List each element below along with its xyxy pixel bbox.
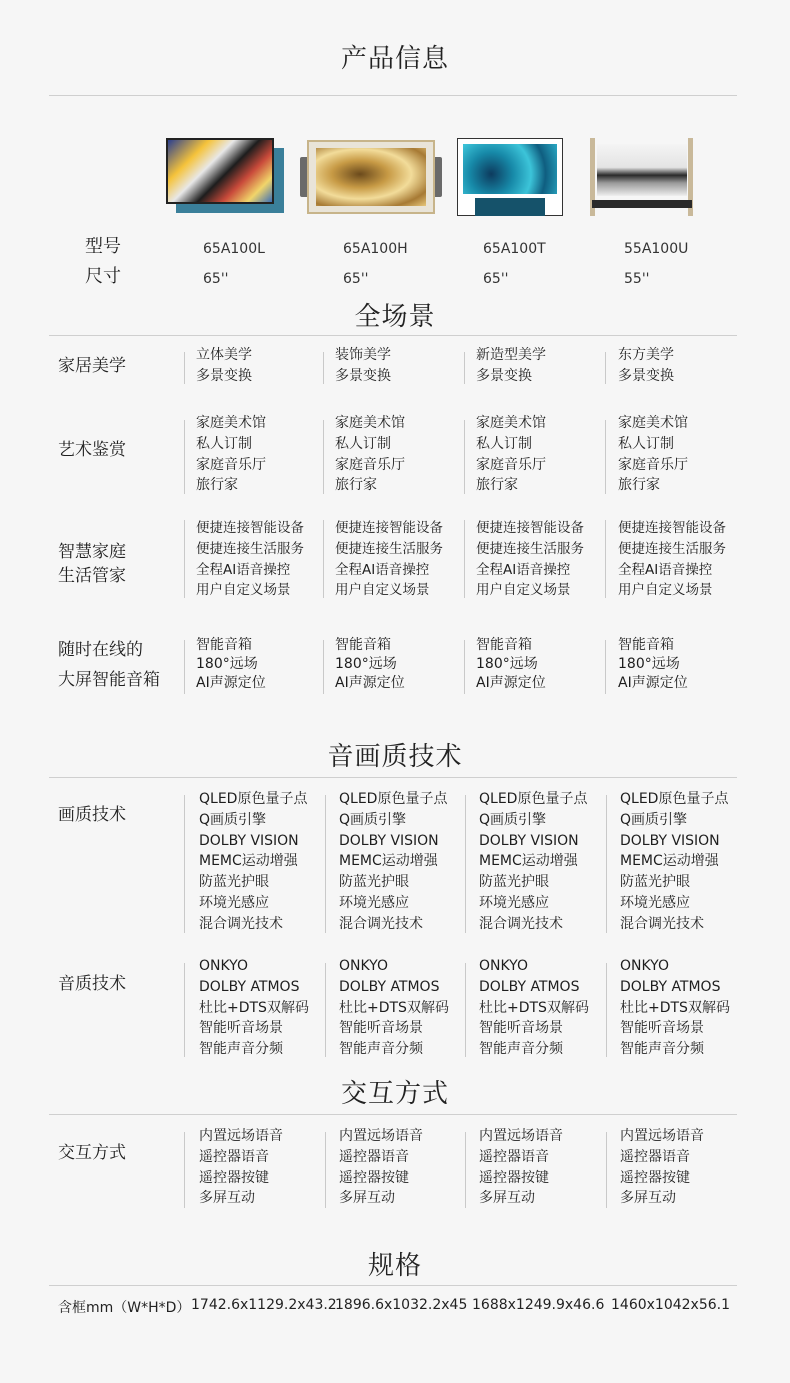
column-divider bbox=[323, 420, 324, 494]
row-label-smart: 智慧家庭 生活管家 bbox=[58, 542, 126, 586]
cell-speaker: 智能音箱 180°远场 AI声源定位 bbox=[618, 637, 688, 691]
section-title-av: 音画质技术 bbox=[327, 742, 463, 772]
cell-sound: ONKYO DOLBY ATMOS 杜比+DTS双解码 智能听音场景 智能声音分频 bbox=[199, 958, 309, 1058]
cell-art: 家庭美术馆 私人订制 家庭音乐厅 旅行家 bbox=[335, 415, 405, 494]
column-divider bbox=[464, 420, 465, 494]
column-divider bbox=[325, 963, 326, 1057]
cell-smart: 便捷连接智能设备 便捷连接生活服务 全程AI语音操控 用户自定义场景 bbox=[196, 520, 304, 599]
cell-interact: 内置远场语音 遥控器语音 遥控器按键 多屏互动 bbox=[339, 1128, 423, 1207]
row-label-interact: 交互方式 bbox=[58, 1143, 126, 1163]
cell-smart: 便捷连接智能设备 便捷连接生活服务 全程AI语音操控 用户自定义场景 bbox=[335, 520, 443, 599]
column-divider bbox=[184, 640, 185, 694]
model-value: 55A100U bbox=[624, 241, 689, 257]
row-label-art: 艺术鉴赏 bbox=[58, 440, 126, 460]
column-divider bbox=[184, 963, 185, 1057]
divider bbox=[49, 95, 737, 96]
cell-speaker: 智能音箱 180°远场 AI声源定位 bbox=[476, 637, 546, 691]
cell-sound: ONKYO DOLBY ATMOS 杜比+DTS双解码 智能听音场景 智能声音分频 bbox=[620, 958, 730, 1058]
model-value: 65A100T bbox=[483, 241, 546, 257]
column-divider bbox=[605, 520, 606, 598]
cell-art: 家庭美术馆 私人订制 家庭音乐厅 旅行家 bbox=[618, 415, 688, 494]
column-divider bbox=[606, 963, 607, 1057]
cell-art: 家庭美术馆 私人订制 家庭音乐厅 旅行家 bbox=[476, 415, 546, 494]
cell-smart: 便捷连接智能设备 便捷连接生活服务 全程AI语音操控 用户自定义场景 bbox=[618, 520, 726, 599]
spec-value: 1460x1042x56.1 bbox=[611, 1297, 730, 1313]
column-divider bbox=[325, 1132, 326, 1208]
cell-picture: QLED原色量子点 Q画质引擎 DOLBY VISION MEMC运动增强 防蓝光护眼 环境光感应 混合调光技术 bbox=[199, 791, 308, 932]
divider bbox=[49, 1114, 737, 1115]
section-title-spec: 规格 bbox=[367, 1251, 422, 1281]
column-divider bbox=[465, 963, 466, 1057]
cell-sound: ONKYO DOLBY ATMOS 杜比+DTS双解码 智能听音场景 智能声音分频 bbox=[479, 958, 589, 1058]
cell-home: 立体美学 多景变换 bbox=[196, 347, 252, 384]
row-label-picture: 画质技术 bbox=[58, 805, 126, 825]
spec-label: 含框mm（W*H*D） bbox=[58, 1300, 191, 1316]
section-title-interact: 交互方式 bbox=[340, 1079, 449, 1109]
column-divider bbox=[184, 352, 185, 384]
cell-speaker: 智能音箱 180°远场 AI声源定位 bbox=[335, 637, 405, 691]
spec-value: 1688x1249.9x46.6 bbox=[472, 1297, 605, 1313]
column-divider bbox=[325, 795, 326, 933]
cell-picture: QLED原色量子点 Q画质引擎 DOLBY VISION MEMC运动增强 防蓝光护眼 环境光感应 混合调光技术 bbox=[479, 791, 588, 932]
column-divider bbox=[464, 352, 465, 384]
divider bbox=[49, 1285, 737, 1286]
cell-interact: 内置远场语音 遥控器语音 遥控器按键 多屏互动 bbox=[199, 1128, 283, 1207]
column-divider bbox=[605, 640, 606, 694]
tv-image-55A100U bbox=[588, 138, 696, 218]
cell-picture: QLED原色量子点 Q画质引擎 DOLBY VISION MEMC运动增强 防蓝光护眼 环境光感应 混合调光技术 bbox=[339, 791, 448, 932]
spec-value: 1742.6x1129.2x43.2 bbox=[191, 1297, 337, 1313]
column-divider bbox=[606, 1132, 607, 1208]
column-divider bbox=[184, 795, 185, 933]
model-label: 型号 bbox=[85, 236, 121, 257]
cell-interact: 内置远场语音 遥控器语音 遥控器按键 多屏互动 bbox=[620, 1128, 704, 1207]
column-divider bbox=[605, 420, 606, 494]
column-divider bbox=[464, 520, 465, 598]
cell-art: 家庭美术馆 私人订制 家庭音乐厅 旅行家 bbox=[196, 415, 266, 494]
model-value: 65A100L bbox=[203, 241, 265, 257]
column-divider bbox=[323, 352, 324, 384]
row-label-home: 家居美学 bbox=[58, 356, 126, 376]
cell-smart: 便捷连接智能设备 便捷连接生活服务 全程AI语音操控 用户自定义场景 bbox=[476, 520, 584, 599]
divider bbox=[49, 335, 737, 336]
page-title: 产品信息 bbox=[340, 44, 449, 74]
column-divider bbox=[606, 795, 607, 933]
spec-value: 1896.6x1032.2x45 bbox=[335, 1297, 468, 1313]
cell-home: 装饰美学 多景变换 bbox=[335, 347, 391, 384]
size-value: 65'' bbox=[483, 271, 509, 287]
row-label-speaker: 随时在线的 大屏智能音箱 bbox=[58, 640, 160, 690]
column-divider bbox=[465, 795, 466, 933]
size-value: 55'' bbox=[624, 271, 650, 287]
column-divider bbox=[464, 640, 465, 694]
cell-sound: ONKYO DOLBY ATMOS 杜比+DTS双解码 智能听音场景 智能声音分频 bbox=[339, 958, 449, 1058]
column-divider bbox=[184, 1132, 185, 1208]
divider bbox=[49, 777, 737, 778]
cell-speaker: 智能音箱 180°远场 AI声源定位 bbox=[196, 637, 266, 691]
section-title-scene: 全场景 bbox=[354, 302, 436, 332]
cell-home: 新造型美学 多景变换 bbox=[476, 347, 546, 384]
size-value: 65'' bbox=[343, 271, 369, 287]
cell-interact: 内置远场语音 遥控器语音 遥控器按键 多屏互动 bbox=[479, 1128, 563, 1207]
size-value: 65'' bbox=[203, 271, 229, 287]
column-divider bbox=[605, 352, 606, 384]
column-divider bbox=[323, 520, 324, 598]
column-divider bbox=[465, 1132, 466, 1208]
row-label-sound: 音质技术 bbox=[58, 974, 126, 994]
tv-image-65A100H bbox=[300, 140, 442, 214]
size-label: 尺寸 bbox=[85, 266, 121, 287]
column-divider bbox=[184, 520, 185, 598]
cell-picture: QLED原色量子点 Q画质引擎 DOLBY VISION MEMC运动增强 防蓝光护眼 环境光感应 混合调光技术 bbox=[620, 791, 729, 932]
cell-home: 东方美学 多景变换 bbox=[618, 347, 674, 384]
tv-image-65A100L bbox=[166, 138, 286, 216]
model-value: 65A100H bbox=[343, 241, 408, 257]
column-divider bbox=[323, 640, 324, 694]
tv-image-65A100T bbox=[457, 138, 563, 218]
column-divider bbox=[184, 420, 185, 494]
